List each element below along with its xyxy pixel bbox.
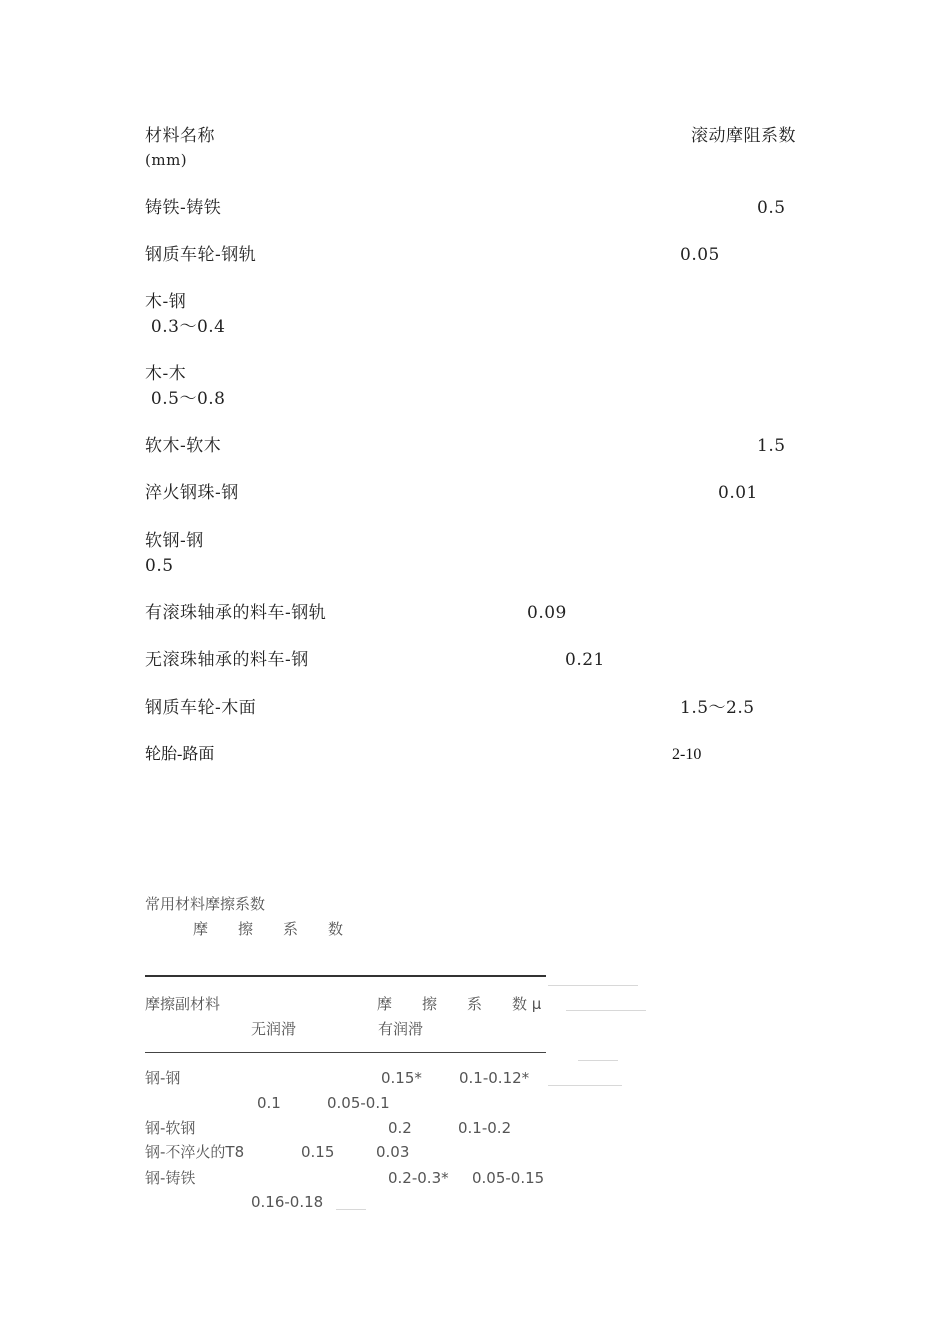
col-header-pair: 摩擦副材料 xyxy=(145,995,221,1013)
friction-value: 0.05-0.15 xyxy=(472,1169,545,1187)
row-value: 1.5～2.5 xyxy=(680,698,755,718)
faint-rule xyxy=(578,1060,618,1061)
row-value: 0.01 xyxy=(718,483,758,503)
friction-value: 0.16-0.18 xyxy=(251,1193,324,1211)
faint-rule xyxy=(566,1010,646,1011)
row-value: 0.5 xyxy=(757,198,786,218)
row-value: 0.21 xyxy=(565,650,605,670)
friction-pair: 钢-不淬火的T8 xyxy=(145,1143,245,1161)
row-material: 木-钢 xyxy=(145,292,187,312)
header-bottom-rule xyxy=(145,1052,546,1053)
row-material: 木-木 xyxy=(145,364,187,384)
col-header-dry: 无润滑 xyxy=(251,1020,297,1038)
col-header-coef: 摩 擦 系 数 μ xyxy=(377,995,542,1013)
row-material: 软木-软木 xyxy=(145,436,222,456)
row-value: 0.05 xyxy=(680,245,720,265)
friction-value: 0.1-0.2 xyxy=(458,1119,512,1137)
friction-value: 0.15 xyxy=(301,1143,335,1161)
faint-rule xyxy=(548,1085,622,1086)
faint-rule xyxy=(548,985,638,986)
header-material: 材料名称 xyxy=(145,126,215,146)
row-value: 1.5 xyxy=(757,436,786,456)
friction-title: 常用材料摩擦系数 xyxy=(145,895,266,913)
row-material: 有滚珠轴承的料车-钢轨 xyxy=(145,603,327,623)
friction-value: 0.1-0.12* xyxy=(459,1069,530,1087)
faint-rule xyxy=(336,1209,366,1210)
row-material: 钢质车轮-钢轨 xyxy=(145,245,257,265)
table-top-rule xyxy=(145,975,546,977)
friction-value: 0.2 xyxy=(388,1119,412,1137)
row-value: 0.3～0.4 xyxy=(145,317,226,337)
row-material: 无滚珠轴承的料车-钢 xyxy=(145,650,309,670)
header-rolling-coef: 滚动摩阻系数 xyxy=(691,126,796,146)
friction-value: 0.05-0.1 xyxy=(327,1094,390,1112)
row-material: 铸铁-铸铁 xyxy=(145,198,222,218)
friction-pair: 钢-铸铁 xyxy=(145,1169,196,1187)
header-unit: (mm) xyxy=(145,151,188,169)
friction-value: 0.15* xyxy=(381,1069,422,1087)
friction-spaced-heading: 摩 擦 系 数 xyxy=(193,920,344,938)
friction-value: 0.2-0.3* xyxy=(388,1169,449,1187)
row-material: 钢质车轮-木面 xyxy=(145,698,257,718)
row-material: 轮胎-路面 xyxy=(145,746,215,763)
row-value: 2-10 xyxy=(672,746,702,763)
row-value: 0.5 xyxy=(145,556,174,576)
friction-value: 0.1 xyxy=(257,1094,281,1112)
col-header-lub: 有润滑 xyxy=(378,1020,424,1038)
friction-pair: 钢-软钢 xyxy=(145,1119,196,1137)
friction-value: 0.03 xyxy=(376,1143,410,1161)
row-value: 0.5～0.8 xyxy=(145,389,226,409)
row-material: 软钢-钢 xyxy=(145,531,204,551)
row-value: 0.09 xyxy=(527,603,567,623)
row-material: 淬火钢珠-钢 xyxy=(145,483,239,503)
friction-pair: 钢-钢 xyxy=(145,1069,181,1087)
